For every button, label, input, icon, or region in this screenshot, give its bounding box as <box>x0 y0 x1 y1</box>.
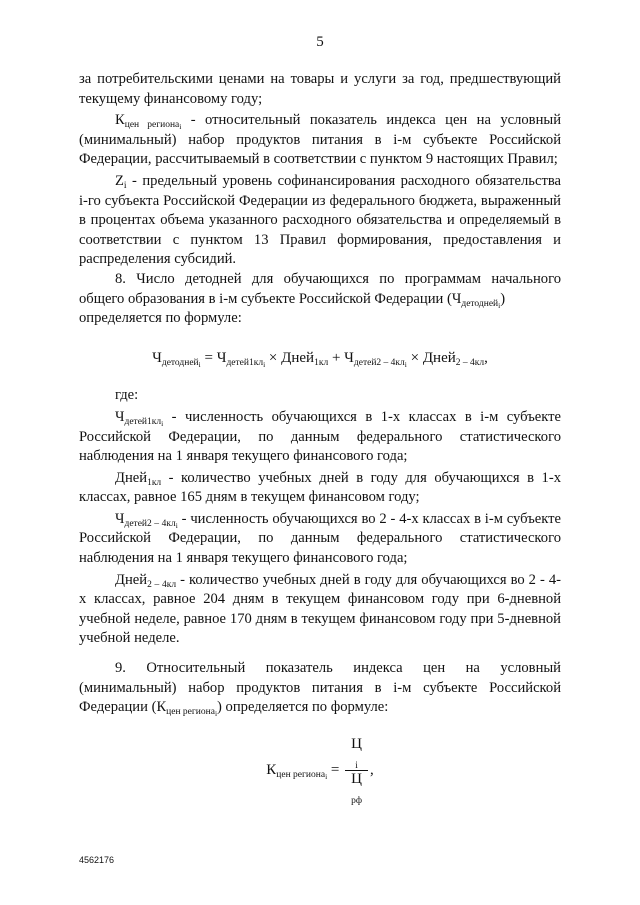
f1-term1: Ч <box>216 349 227 366</box>
d2-text: - количество учебных дней в году для обучающихся в 1-х классах, равное 165 дням в текущем финансовом году; <box>79 469 561 506</box>
p9-symbol-index: i <box>214 709 218 719</box>
symbol-k: К <box>115 112 125 129</box>
d2-symbol: Дней <box>115 469 148 486</box>
p9-symbol-sub: цен региона <box>166 707 215 718</box>
f2-den-sub: рф <box>351 795 362 806</box>
f1-term4: Дней <box>422 349 456 366</box>
f1-term3-index: i <box>404 359 407 369</box>
d1-symbol-sub: детей1кл <box>124 416 162 427</box>
paragraph-8 <box>79 270 561 329</box>
f1-lhs-sub: детодней <box>161 357 199 368</box>
f1-times1: × <box>265 349 282 366</box>
d3-symbol-index: i <box>175 520 178 530</box>
f2-denominator <box>345 771 368 805</box>
paragraph-9 <box>79 659 561 718</box>
f2-den-symbol: Ц <box>351 770 362 787</box>
symbol-z-index: i <box>123 180 127 191</box>
f2-fraction <box>345 736 368 805</box>
d1-symbol-index: i <box>161 418 164 428</box>
footer-document-id: 4562176 <box>79 855 115 865</box>
f2-num-symbol: Ц <box>351 735 362 752</box>
f1-end: , <box>484 349 488 366</box>
d1-text: - численность обучающихся в 1-х классах в i-м субъекте Российской Федерации, по данным федерального статистического наблюдения на 1 января текущего финансового года; <box>79 408 561 465</box>
d4-symbol-sub: 2 – 4кл <box>147 579 177 590</box>
f2-num-sub: i <box>355 760 358 771</box>
f1-term1-index: i <box>263 359 266 369</box>
f1-term3: Ч <box>344 349 354 366</box>
p9-symbol: К <box>156 699 167 716</box>
f1-term3-sub: детей2 – 4кл <box>353 357 405 368</box>
page-number: 5 <box>316 34 324 50</box>
f1-term2: Дней <box>281 349 315 366</box>
symbol-ch-subscript: детодней <box>461 298 499 309</box>
paragraph-9-end: ) определяется по формуле: <box>217 699 389 716</box>
definition-days-grade1 <box>79 469 561 508</box>
paragraph-continuation: за потребительскими ценами на товары и услуги за год, предшествующий текущему финансовому году; <box>79 71 561 107</box>
f2-lhs-sub: цен региона <box>276 769 326 780</box>
definition-children-grade1 <box>79 408 561 467</box>
definition-z-text: - предельный уровень софинансирования расходного обязательства i-го субъекта Российской Федерации из федерального бюджета, выраженный в процентах объема указанного расходного обязательства и определяемый в соответствии с пунктом 13 Правил формирования, предоставления и распределения субсидий. <box>79 172 561 268</box>
d2-symbol-sub: 1кл <box>147 477 162 488</box>
f1-plus: + <box>328 349 345 366</box>
paragraph-8-text: 8. Число детодней для обучающихся по программам начального общего образования в i-м субъекте Российской Федерации ( <box>79 270 561 307</box>
f1-term4-sub: 2 – 4кл <box>455 357 485 368</box>
definition-days-grade2-4 <box>79 571 561 649</box>
f1-term2-sub: 1кл <box>314 357 329 368</box>
definition-z <box>79 172 561 270</box>
paren-close: ) <box>500 290 506 307</box>
f2-lhs: К <box>266 761 277 778</box>
formula-child-days <box>79 349 561 369</box>
f2-equals: = <box>327 761 344 778</box>
d1-symbol: Ч <box>115 408 125 425</box>
definition-k-price-region <box>79 111 561 170</box>
f1-times2: × <box>406 349 423 366</box>
f2-end: , <box>369 761 374 778</box>
symbol-k-subscript: цен региона <box>124 120 180 131</box>
symbol-ch: Ч <box>451 290 462 307</box>
f2-lhs-index: i <box>325 771 328 781</box>
symbol-k-index: i <box>179 122 182 132</box>
d4-symbol: Дней <box>115 571 148 588</box>
definition-k-text: - относительный показатель индекса цен на условный (минимальный) набор продуктов питания в i-м субъекте Российской Федерации, рассчитываемый в соответствии с пунктом 9 настоящих Правил; <box>79 112 561 168</box>
d3-symbol: Ч <box>115 510 125 527</box>
definition-children-grade2-4 <box>79 510 561 569</box>
where-label: где: <box>115 387 139 404</box>
paragraph-9-text: 9. Относительный показатель индекса цен на условный (минимальный) набор продуктов питания в i-м субъекте Российской Федерации ( <box>79 660 561 716</box>
f1-lhs: Ч <box>152 349 162 366</box>
f1-term1-sub: детей1кл <box>226 357 264 368</box>
paragraph-8-end: определяется по формуле: <box>79 310 242 327</box>
d4-text: - количество учебных дней в году для обучающихся во 2 - 4-х классах, равное 204 дням в текущем финансовом году при 6-дневной учебной неделе, равное 170 дням в текущем финансовом году при 5-дневной учебной неделе. <box>79 571 562 647</box>
d3-text: - численность обучающихся во 2 - 4-х классах в i-м субъекте Российской Федерации, по данным федерального статистического наблюдения на 1 января текущего финансового года; <box>79 510 562 567</box>
f1-equals: = <box>200 349 217 366</box>
symbol-z: Z <box>115 172 124 189</box>
document-body <box>79 70 561 805</box>
symbol-ch-index: i <box>498 300 501 310</box>
d3-symbol-sub: детей2 – 4кл <box>124 518 176 529</box>
f1-lhs-index: i <box>198 359 201 369</box>
f2-numerator <box>345 736 368 771</box>
formula-price-index <box>79 736 561 805</box>
